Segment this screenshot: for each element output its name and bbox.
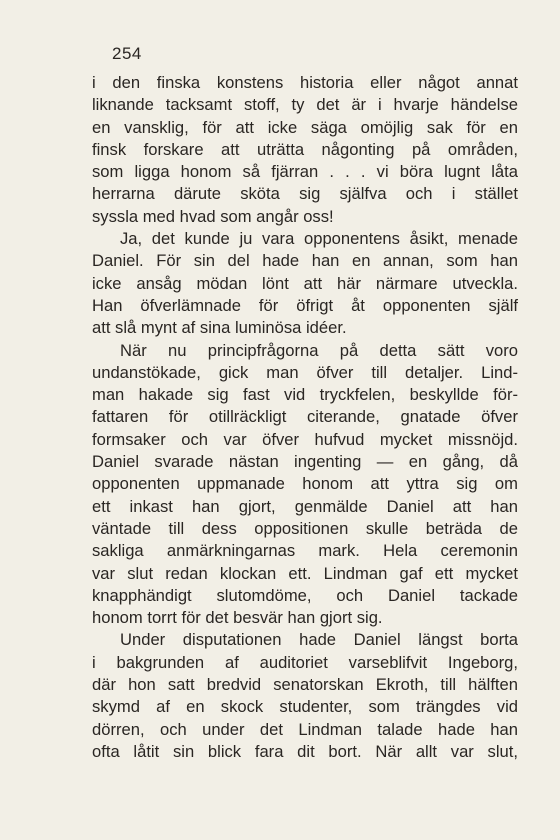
text-line: skymd af en skock studenter, som trängdes vid (92, 697, 518, 717)
text-line: dörren, och under det Lindman talade hade han (92, 719, 518, 739)
text-line: undanstökade, gick man öfver till detaljer. Lind- (92, 362, 518, 382)
text-line: att slå mynt af sina luminösa idéer. (92, 318, 347, 338)
text-line: Han öfverlämnade för öfrigt åt opponenten själf (92, 295, 518, 315)
text-line: Under disputationen hade Daniel längst borta (120, 630, 518, 650)
text-line: Daniel svarade nästan ingenting — en gång, då (92, 452, 518, 472)
text-line: sakliga anmärkningarnas mark. Hela ceremonin (92, 541, 518, 561)
text-line: i den finska konstens historia eller något annat (92, 73, 518, 92)
text-line: finsk forskare att uträtta någonting på områden, (92, 139, 518, 159)
text-line: honom torrt för det besvär han gjort sig. (92, 608, 383, 628)
text-line: opponenten uppmanade honom att yttra sig om (92, 474, 518, 494)
text-line: man hakade sig fast vid tryckfelen, beskyllde för- (92, 385, 518, 405)
page-number: 254 (112, 44, 142, 63)
text-line: där hon satt bredvid senatorskan Ekroth, till hälften (92, 675, 518, 695)
text-line: i bakgrunden af auditoriet varseblifvit Ingeborg, (92, 652, 518, 672)
text-line: liknande tacksamt stoff, ty det är i hvarje händelse (92, 95, 518, 115)
text-line: ett inkast han gjort, genmälde Daniel att han (92, 496, 518, 516)
text-line: herrarna därute sköta sig själfva och i stället (92, 184, 518, 204)
text-line: ofta låtit sin blick fara dit bort. När allt var slut, (92, 741, 518, 761)
text-line: som ligga honom så fjärran . . . vi böra lugnt låta (92, 162, 518, 182)
text-line: När nu principfrågorna på detta sätt voro (120, 340, 518, 360)
text-line: syssla med hvad som angår oss! (92, 206, 334, 226)
body-text (92, 72, 518, 763)
text-line: en vansklig, för att icke säga omöjlig sak för en (92, 117, 518, 137)
text-line: fattaren för otillräckligt citerande, gnatade öfver (92, 407, 518, 427)
text-line: Ja, det kunde ju vara opponentens åsikt, menade (120, 229, 518, 249)
text-line: icke ansåg mödan lönt att här närmare utveckla. (92, 273, 518, 293)
text-line: var slut redan klockan ett. Lindman gaf ett mycket (92, 563, 518, 583)
text-line: väntade till dess oppositionen skulle beträda de (92, 518, 518, 538)
text-line: Daniel. För sin del hade han en annan, som han (92, 251, 518, 271)
text-line: knapphändigt slutomdöme, och Daniel tackade (92, 585, 518, 605)
text-line: formsaker och var öfver hufvud mycket missnöjd. (92, 429, 518, 449)
